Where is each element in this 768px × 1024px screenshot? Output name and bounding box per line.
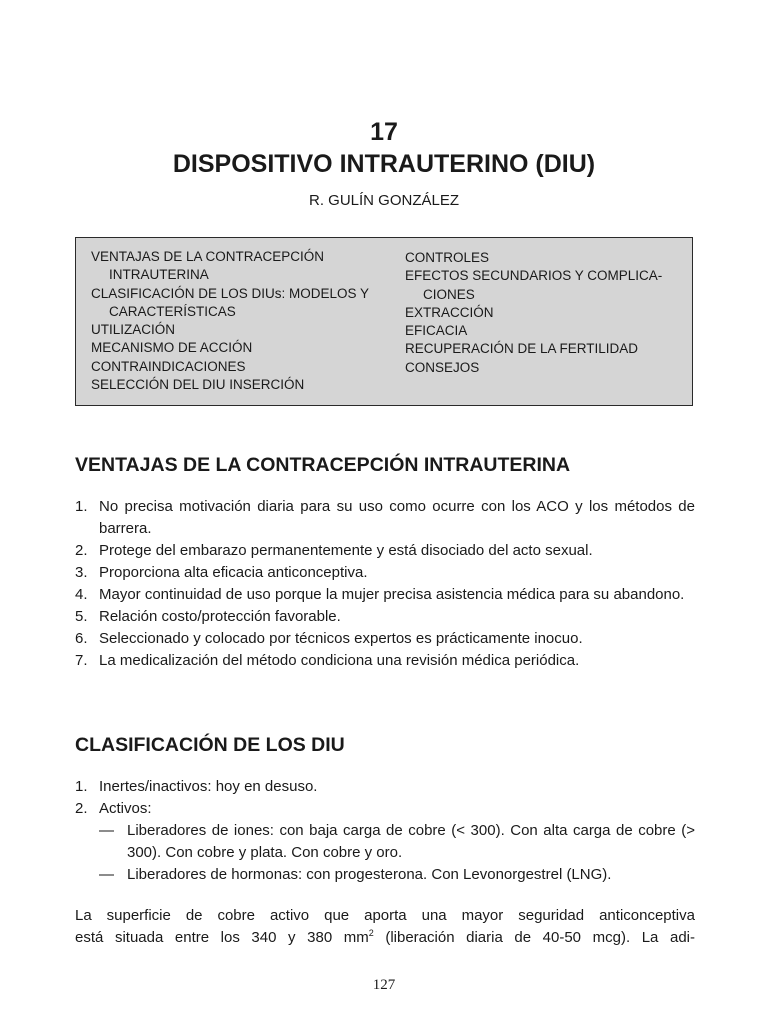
section-heading-clasificacion: CLASIFICACIÓN DE LOS DIU (75, 734, 345, 756)
list-item-number: 1. (75, 778, 88, 795)
list-item-number: 4. (75, 586, 88, 603)
superscript: 2 (368, 928, 374, 938)
list-item (75, 540, 695, 562)
list-item (75, 628, 695, 650)
list-item-number: 2. (75, 542, 88, 559)
contents-item-continuation: CIONES (423, 286, 475, 302)
contents-item: CLASIFICACIÓN DE LOS DIUs: MODELOS Y (91, 285, 370, 301)
chapter-title: DISPOSITIVO INTRAUTERINO (DIU) (172, 150, 596, 178)
contents-item: SELECCIÓN DEL DIU INSERCIÓN (91, 377, 305, 393)
list-item-text: Proporciona alta eficacia anticonceptiva. (99, 564, 368, 581)
paragraph-line: La superficie de cobre activo que aporta una mayor seguridad anticonceptiva (75, 907, 695, 924)
sub-list-item-text: Liberadores de hormonas: con progesterona. Con Levonorgestrel (LNG). (127, 866, 612, 883)
list-item-text: Mayor continuidad de uso porque la mujer precisa asistencia médica para su abandono. (99, 586, 685, 603)
list-item-number: 7. (75, 652, 88, 669)
list-item (75, 562, 695, 584)
list-item (75, 584, 695, 606)
list-item-number: 2. (75, 800, 88, 817)
contents-item-continuation: INTRAUTERINA (109, 267, 209, 283)
contents-item: CONTRAINDICACIONES (91, 358, 246, 374)
list-item-number: 1. (75, 498, 88, 515)
contents-item: EXTRACCIÓN (405, 304, 494, 320)
contents-item: CONSEJOS (405, 359, 480, 375)
body-paragraph (75, 905, 695, 949)
page-number: 127 (372, 977, 396, 993)
paragraph-text: está situada entre los 340 y 380 mm (75, 929, 369, 946)
chapter-author: R. GULÍN GONZÁLEZ (308, 192, 460, 209)
list-item (75, 650, 695, 672)
contents-item: UTILIZACIÓN (91, 322, 176, 338)
sub-list-item (75, 864, 695, 886)
contents-column-left (91, 248, 391, 394)
contents-item: MECANISMO DE ACCIÓN (91, 340, 253, 356)
dash-mark: — (99, 866, 114, 883)
list-item-text: Relación costo/protección favorable. (99, 608, 341, 625)
paragraph-text: (liberación diaria de 40-50 mcg). La adi- (373, 929, 695, 946)
dash-mark: — (99, 822, 114, 839)
chapter-number: 17 (370, 118, 398, 146)
list-item-text: Inertes/inactivos: hoy en desuso. (99, 778, 318, 795)
list-item-text: Protege del embarazo permanentemente y está disociado del acto sexual. (99, 542, 593, 559)
list-item (75, 798, 695, 820)
contents-item: EFECTOS SECUNDARIOS Y COMPLICA- (405, 268, 663, 284)
contents-item: CONTROLES (405, 250, 490, 265)
contents-item: EFICACIA (405, 323, 468, 339)
list-item (75, 776, 695, 798)
list-item-text: Seleccionado y colocado por técnicos expertos es prácticamente inocuo. (99, 630, 583, 647)
contents-column-right (405, 249, 690, 377)
sub-list-item (75, 820, 695, 864)
list-item-text: No precisa motivación diaria para su uso como ocurre con los ACO y los métodos de barrera. (99, 498, 695, 537)
contents-item-continuation: CARACTERÍSTICAS (109, 303, 236, 319)
list-item-text: La medicalización del método condiciona una revisión médica periódica. (99, 652, 580, 669)
paragraph-line (75, 927, 695, 949)
contents-item: RECUPERACIÓN DE LA FERTILIDAD (405, 341, 639, 357)
list-item-number: 5. (75, 608, 88, 625)
list-item-number: 6. (75, 630, 88, 647)
clasificacion-list (75, 776, 695, 886)
chapter-contents-box (75, 237, 693, 406)
list-item-text: Activos: (99, 800, 152, 817)
section-heading-ventajas: VENTAJAS DE LA CONTRACEPCIÓN INTRAUTERINA (75, 454, 571, 476)
list-item (75, 496, 695, 540)
contents-item: VENTAJAS DE LA CONTRACEPCIÓN (91, 249, 325, 264)
sub-list-item-text: Liberadores de iones: con baja carga de cobre (< 300). Con alta carga de cobre (> 300). Con cobre y plata. Con cobre y oro. (127, 822, 695, 861)
list-item (75, 606, 695, 628)
list-item-number: 3. (75, 564, 88, 581)
ventajas-list (75, 496, 695, 672)
